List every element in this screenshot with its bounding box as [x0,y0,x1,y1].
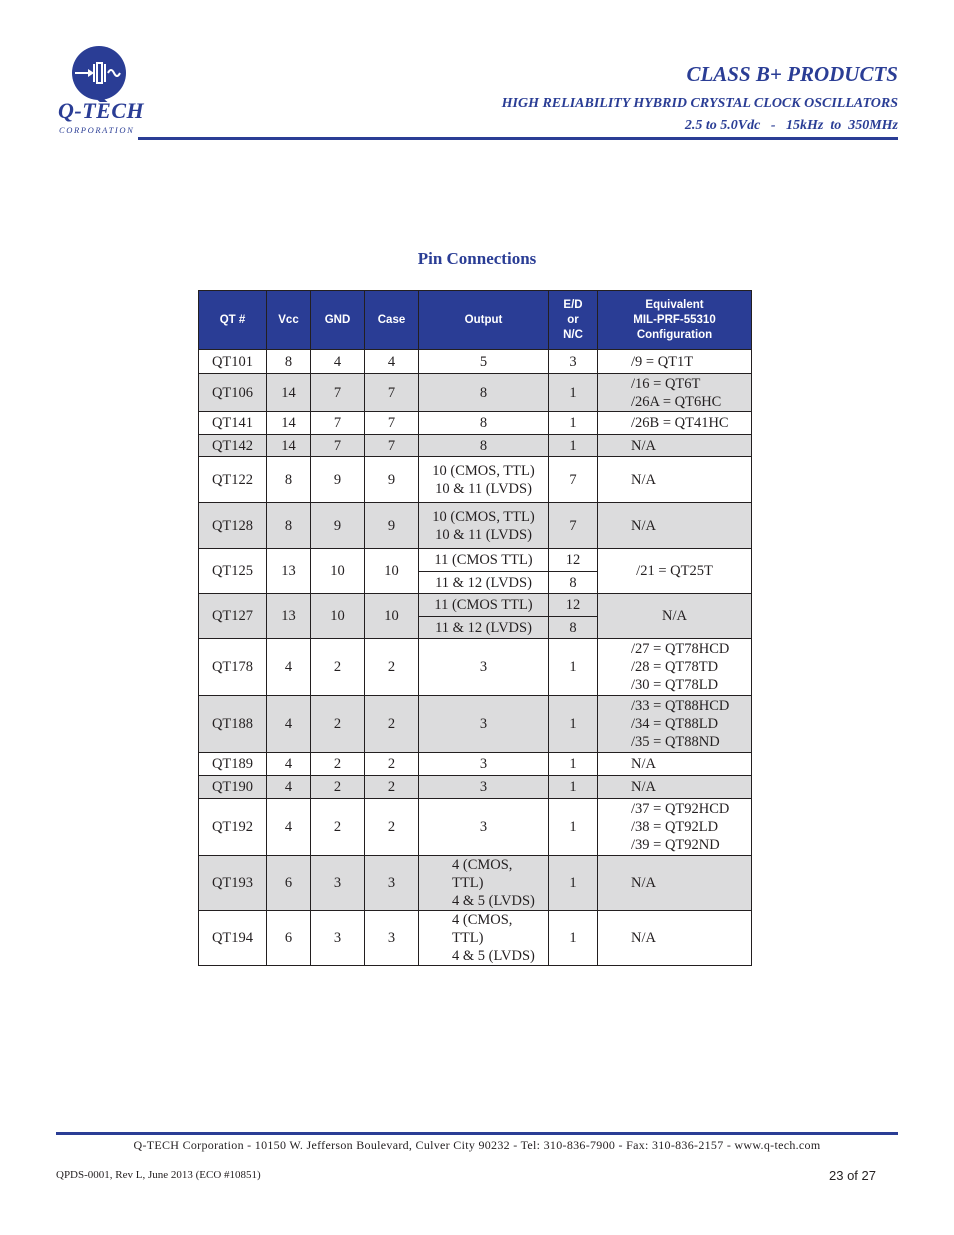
q-tech-logo-icon [70,44,128,102]
table-cell: QT125 [199,549,267,594]
table-cell: 7 [311,374,365,412]
table-cell: 8 [267,350,311,374]
page-header-title: CLASS B+ PRODUCTS [686,62,898,86]
table-cell: 9 [311,503,365,549]
table-cell: N/A [598,457,752,503]
table-cell: QT141 [199,412,267,435]
page-header-range: 2.5 to 5.0Vdc - 15kHz to 350MHz [684,118,898,133]
table-cell: 14 [267,412,311,435]
table-cell: 11 (CMOS TTL) [419,549,549,572]
table-row [199,639,752,696]
table-cell: /33 = QT88HCD /34 = QT88LD /35 = QT88ND [598,696,752,753]
table-cell: QT190 [199,776,267,799]
table-cell: QT106 [199,374,267,412]
table-cell: 7 [365,435,419,457]
table-cell: 14 [267,374,311,412]
table-cell: N/A [598,753,752,776]
table-cell: 4 [365,350,419,374]
table-cell: 12 [549,549,598,572]
table-cell: QT178 [199,639,267,696]
column-header: QT # [199,291,267,350]
table-cell: 10 (CMOS, TTL) 10 & 11 (LVDS) [419,503,549,549]
table-cell: 14 [267,435,311,457]
footer-divider [56,1132,898,1135]
table-cell: 7 [365,412,419,435]
table-cell: N/A [598,594,752,639]
table-cell: N/A [598,503,752,549]
table-cell: 8 [419,412,549,435]
table-cell: 3 [311,856,365,911]
table-cell: 8 [419,435,549,457]
table-row [199,696,752,753]
table-cell: 1 [549,639,598,696]
table-cell: 3 [419,776,549,799]
table-cell: 2 [365,776,419,799]
table-cell: 4 (CMOS, TTL) 4 & 5 (LVDS) [419,911,549,966]
page-number: 23 of 27 [829,1168,876,1183]
table-cell: 8 [419,374,549,412]
table-cell: /16 = QT6T /26A = QT6HC [598,374,752,412]
table-cell: 3 [365,911,419,966]
table-cell: 10 [311,594,365,639]
header-divider [138,137,898,140]
table-cell: QT142 [199,435,267,457]
table-cell: 2 [365,639,419,696]
table-row [199,457,752,503]
table-cell: N/A [598,435,752,457]
table-cell: 9 [365,503,419,549]
table-cell: 3 [419,639,549,696]
table-cell: QT127 [199,594,267,639]
table-row [199,412,752,435]
table-cell: N/A [598,856,752,911]
table-cell: 4 [267,696,311,753]
table-cell: 4 [267,776,311,799]
table-cell: QT192 [199,799,267,856]
document-id: QPDS-0001, Rev L, June 2013 (ECO #10851) [56,1169,261,1181]
table-cell: /21 = QT25T [598,549,752,594]
table-cell: 2 [365,799,419,856]
table-cell: 8 [549,617,598,639]
table-row [199,503,752,549]
table-cell: 4 [311,350,365,374]
table-cell: 11 (CMOS TTL) [419,594,549,617]
table-row [199,776,752,799]
table-cell: 7 [549,457,598,503]
table-cell: /9 = QT1T [598,350,752,374]
table-row [199,374,752,412]
column-header: E/D or N/C [549,291,598,350]
section-title: Pin Connections [417,249,537,268]
table-cell: 7 [311,435,365,457]
table-header-row [199,291,752,350]
table-cell: 10 (CMOS, TTL) 10 & 11 (LVDS) [419,457,549,503]
column-header: Vcc [267,291,311,350]
table-cell: 8 [267,457,311,503]
table-cell: 1 [549,374,598,412]
table-cell: 10 [365,594,419,639]
table-row [199,594,752,617]
table-cell: 9 [311,457,365,503]
table-cell: 3 [419,696,549,753]
table-cell: 1 [549,435,598,457]
table-cell: QT193 [199,856,267,911]
table-cell: 10 [365,549,419,594]
table-cell: 1 [549,856,598,911]
table-cell: 6 [267,911,311,966]
table-cell: 1 [549,799,598,856]
table-cell: 9 [365,457,419,503]
table-row [199,350,752,374]
table-cell: 5 [419,350,549,374]
table-row [199,911,752,966]
table-cell: /26B = QT41HC [598,412,752,435]
table-row [199,799,752,856]
table-row [199,856,752,911]
pin-connections-table [198,290,752,966]
table-cell: 4 (CMOS, TTL) 4 & 5 (LVDS) [419,856,549,911]
table-cell: QT189 [199,753,267,776]
column-header: Output [419,291,549,350]
table-cell: 4 [267,639,311,696]
table-cell: 2 [311,696,365,753]
table-cell: 8 [549,572,598,594]
table-cell: 2 [311,776,365,799]
table-cell: 1 [549,911,598,966]
table-cell: 2 [311,753,365,776]
table-cell: 3 [419,753,549,776]
table-cell: 8 [267,503,311,549]
table-cell: 4 [267,753,311,776]
page-header-subtitle: HIGH RELIABILITY HYBRID CRYSTAL CLOCK OSCILLATORS [501,96,898,111]
table-cell: 1 [549,753,598,776]
table-cell: 7 [549,503,598,549]
table-cell: 13 [267,594,311,639]
table-cell: 3 [549,350,598,374]
column-header: Case [365,291,419,350]
table-cell: 7 [365,374,419,412]
table-cell: /37 = QT92HCD /38 = QT92LD /39 = QT92ND [598,799,752,856]
footer-address: Q-TECH Corporation - 10150 W. Jefferson Boulevard, Culver City 90232 - Tel: 310-836-7900 - Fax: 310-836-2157 - www.q-tech.com [133,1138,821,1152]
table-cell: /27 = QT78HCD /28 = QT78TD /30 = QT78LD [598,639,752,696]
table-cell: 1 [549,696,598,753]
table-cell: 3 [419,799,549,856]
table-cell: N/A [598,776,752,799]
table-cell: 1 [549,776,598,799]
table-cell: 3 [311,911,365,966]
table-cell: QT188 [199,696,267,753]
table-cell: 2 [365,753,419,776]
column-header: Equivalent MIL-PRF-55310 Configuration [598,291,752,350]
table-cell: QT194 [199,911,267,966]
table-cell: 3 [365,856,419,911]
table-row [199,549,752,572]
table-cell: 10 [311,549,365,594]
table-cell: 2 [311,799,365,856]
table-cell: N/A [598,911,752,966]
table-cell: QT122 [199,457,267,503]
table-cell: 11 & 12 (LVDS) [419,617,549,639]
table-row [199,753,752,776]
table-cell: 12 [549,594,598,617]
table-cell: 11 & 12 (LVDS) [419,572,549,594]
table-cell: QT128 [199,503,267,549]
table-cell: 4 [267,799,311,856]
table-cell: 7 [311,412,365,435]
column-header: GND [311,291,365,350]
table-cell: 13 [267,549,311,594]
logo-text: Q-TECH [58,98,145,123]
logo-subtitle: CORPORATION [59,125,135,135]
table-cell: QT101 [199,350,267,374]
table-cell: 2 [311,639,365,696]
table-row [199,435,752,457]
table-cell: 2 [365,696,419,753]
table-cell: 1 [549,412,598,435]
table-cell: 6 [267,856,311,911]
